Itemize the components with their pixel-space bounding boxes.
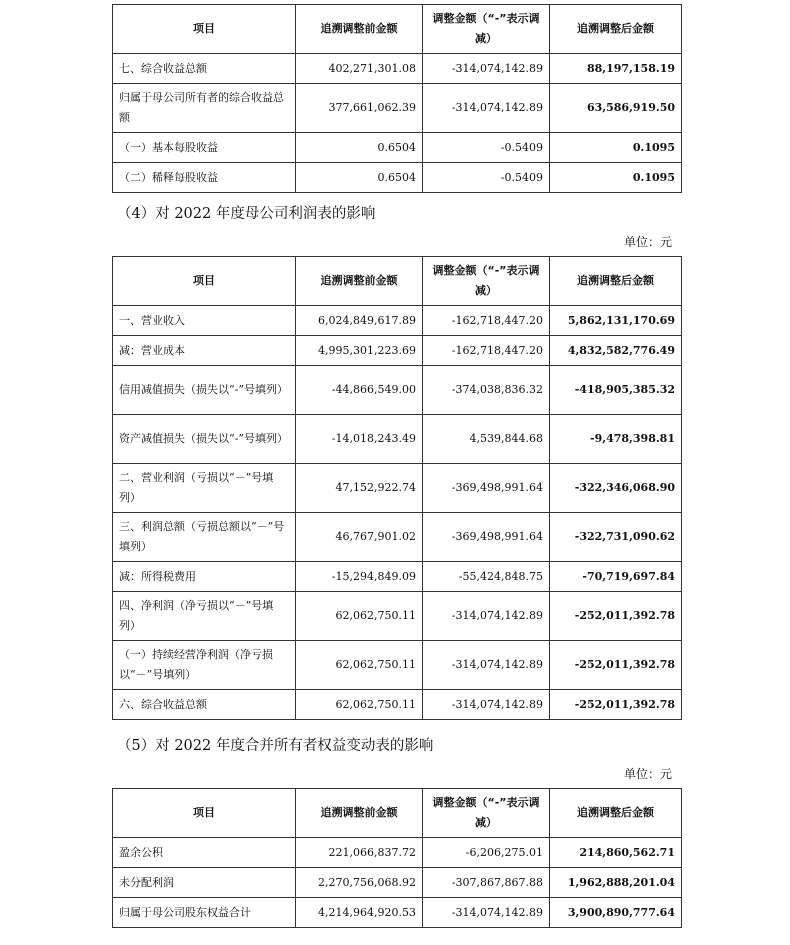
row-item: 七、综合收益总额	[113, 54, 296, 84]
row-item: 一、营业收入	[113, 306, 296, 336]
row-before: 221,066,837.72	[296, 838, 423, 868]
table-row	[113, 641, 682, 690]
row-before: -15,294,849.09	[296, 562, 423, 592]
header-after: 追溯调整后金额	[550, 5, 682, 54]
row-item: 信用减值损失（损失以“-”号填列）	[113, 366, 296, 415]
row-after: -322,346,068.90	[550, 464, 682, 513]
row-adjustment: -55,424,848.75	[423, 562, 550, 592]
row-item: 归属于母公司股东权益合计	[113, 898, 296, 928]
row-adjustment: -314,074,142.89	[423, 898, 550, 928]
row-before: 0.6504	[296, 163, 423, 193]
row-adjustment: -314,074,142.89	[423, 641, 550, 690]
row-before: -14,018,243.49	[296, 415, 423, 464]
row-before: 0.6504	[296, 133, 423, 163]
row-adjustment: -307,867,867.88	[423, 868, 550, 898]
row-adjustment: -162,718,447.20	[423, 306, 550, 336]
eps-continuation-table	[112, 4, 682, 193]
section-5-heading: （5）对 2022 年度合并所有者权益变动表的影响	[117, 738, 434, 754]
section-4-unit: 单位：元	[623, 235, 672, 249]
row-after: 4,832,582,776.49	[550, 336, 682, 366]
section-4-heading: （4）对 2022 年度母公司利润表的影响	[117, 206, 376, 222]
row-adjustment: -314,074,142.89	[423, 54, 550, 84]
table-header-row	[113, 257, 682, 306]
header-before: 追溯调整前金额	[296, 789, 423, 838]
row-item: 六、综合收益总额	[113, 690, 296, 720]
table-row	[113, 306, 682, 336]
table-row	[113, 163, 682, 193]
table-row	[113, 54, 682, 84]
row-before: 62,062,750.11	[296, 690, 423, 720]
table-row	[113, 464, 682, 513]
row-adjustment: -374,038,836.32	[423, 366, 550, 415]
table-row	[113, 898, 682, 928]
row-after: 3,900,890,777.64	[550, 898, 682, 928]
row-after: 88,197,158.19	[550, 54, 682, 84]
row-before: 62,062,750.11	[296, 641, 423, 690]
row-adjustment: -369,498,991.64	[423, 513, 550, 562]
row-item: 资产减值损失（损失以“-”号填列）	[113, 415, 296, 464]
header-before: 追溯调整前金额	[296, 5, 423, 54]
row-item: 减：营业成本	[113, 336, 296, 366]
table-header-row	[113, 789, 682, 838]
row-after: -252,011,392.78	[550, 690, 682, 720]
row-after: 5,862,131,170.69	[550, 306, 682, 336]
row-adjustment: -0.5409	[423, 133, 550, 163]
row-before: -44,866,549.00	[296, 366, 423, 415]
table-row	[113, 133, 682, 163]
table-row	[113, 513, 682, 562]
row-adjustment: -369,498,991.64	[423, 464, 550, 513]
row-after: -418,905,385.32	[550, 366, 682, 415]
row-after: -252,011,392.78	[550, 592, 682, 641]
row-after: 63,586,919.50	[550, 84, 682, 133]
row-adjustment: -314,074,142.89	[423, 592, 550, 641]
header-item: 项目	[113, 789, 296, 838]
table-row	[113, 415, 682, 464]
row-before: 6,024,849,617.89	[296, 306, 423, 336]
equity-changes-table	[112, 788, 682, 928]
row-item: （二）稀释每股收益	[113, 163, 296, 193]
table-row	[113, 336, 682, 366]
row-before: 47,152,922.74	[296, 464, 423, 513]
header-adjustment: 调整金额（“-”表示调减）	[423, 5, 550, 54]
row-item: 二、营业利润（亏损以“－”号填列）	[113, 464, 296, 513]
row-item: （一）持续经营净利润（净亏损以“－”号填列）	[113, 641, 296, 690]
row-after: 1,962,888,201.04	[550, 868, 682, 898]
row-item: 盈余公积	[113, 838, 296, 868]
parent-income-statement-table	[112, 256, 682, 720]
header-after: 追溯调整后金额	[550, 789, 682, 838]
row-after: -252,011,392.78	[550, 641, 682, 690]
row-adjustment: -6,206,275.01	[423, 838, 550, 868]
row-before: 46,767,901.02	[296, 513, 423, 562]
row-item: 减：所得税费用	[113, 562, 296, 592]
row-item: （一）基本每股收益	[113, 133, 296, 163]
row-before: 377,661,062.39	[296, 84, 423, 133]
row-adjustment: -314,074,142.89	[423, 690, 550, 720]
header-adjustment: 调整金额（“-”表示调减）	[423, 789, 550, 838]
row-adjustment: 4,539,844.68	[423, 415, 550, 464]
row-item: 归属于母公司所有者的综合收益总额	[113, 84, 296, 133]
table-row	[113, 868, 682, 898]
header-item: 项目	[113, 5, 296, 54]
row-before: 4,214,964,920.53	[296, 898, 423, 928]
row-after: -70,719,697.84	[550, 562, 682, 592]
row-before: 4,995,301,223.69	[296, 336, 423, 366]
table-row	[113, 838, 682, 868]
row-before: 402,271,301.08	[296, 54, 423, 84]
row-item: 四、净利润（净亏损以“－”号填列）	[113, 592, 296, 641]
row-adjustment: -314,074,142.89	[423, 84, 550, 133]
table-row	[113, 592, 682, 641]
table-row	[113, 690, 682, 720]
row-after: -9,478,398.81	[550, 415, 682, 464]
row-adjustment: -0.5409	[423, 163, 550, 193]
header-before: 追溯调整前金额	[296, 257, 423, 306]
header-after: 追溯调整后金额	[550, 257, 682, 306]
row-after: 214,860,562.71	[550, 838, 682, 868]
table-row	[113, 366, 682, 415]
header-adjustment: 调整金额（“-”表示调减）	[423, 257, 550, 306]
row-before: 62,062,750.11	[296, 592, 423, 641]
table-row	[113, 562, 682, 592]
row-after: 0.1095	[550, 163, 682, 193]
table-row	[113, 84, 682, 133]
header-item: 项目	[113, 257, 296, 306]
row-adjustment: -162,718,447.20	[423, 336, 550, 366]
row-after: -322,731,090.62	[550, 513, 682, 562]
table-header-row	[113, 5, 682, 54]
row-item: 未分配利润	[113, 868, 296, 898]
section-5-unit: 单位：元	[623, 767, 672, 781]
row-after: 0.1095	[550, 133, 682, 163]
row-item: 三、利润总额（亏损总额以“－”号填列）	[113, 513, 296, 562]
row-before: 2,270,756,068.92	[296, 868, 423, 898]
